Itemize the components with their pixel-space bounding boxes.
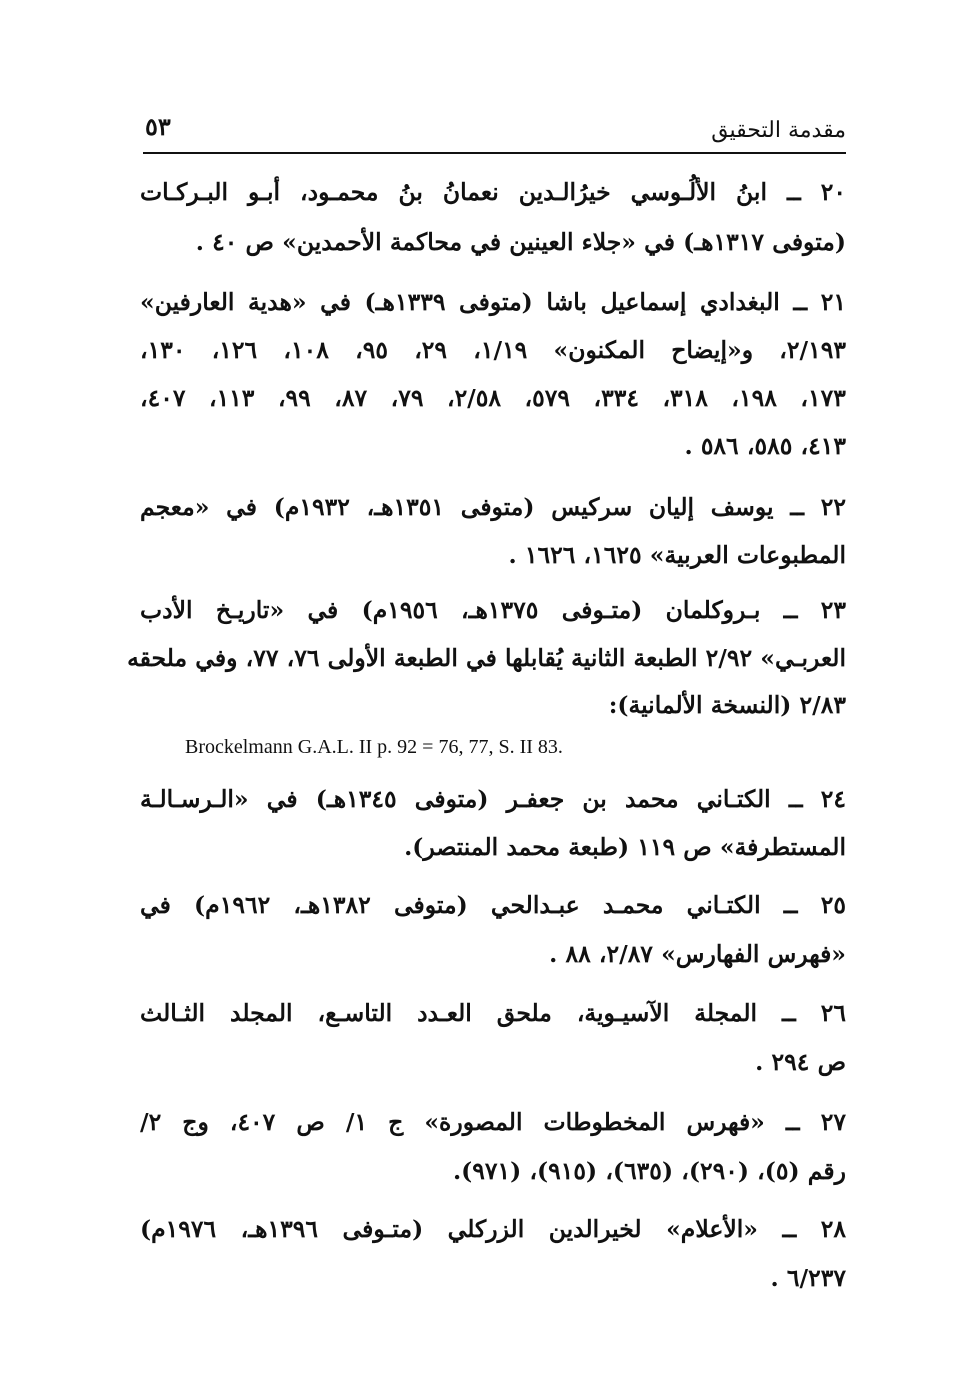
entry-20-line-1: ٢٠ ــ ابنُ الألُـوسي خيرُالـدين نعمانُ بنُ محمـود، أبـو البـركـات [140, 178, 846, 206]
entry-23-line-1: ٢٣ ــ بـروكلمان (متـوفى ١٣٧٥هـ، ١٩٥٦م) في «تاريـخ الأدب [140, 596, 846, 624]
page-header [143, 108, 846, 154]
entry-28-line-1: ٢٨ ــ «الأعلام» لخيرالدين الزركلي (متـوفى ١٣٩٦هـ، ١٩٧٦م) [140, 1215, 846, 1243]
entry-25-line-1: ٢٥ ــ الكتـاني محمـد عبـدالحي (متوفى ١٣٨٢هـ، ١٩٦٢م) في [140, 891, 847, 919]
entry-27-line-2: رقم (٥)، (٢٩٠)، (٦٣٥)، (٩١٥)، (٩٧١). [452, 1157, 846, 1185]
entry-23-line-2: العربـي» ٢/٩٢ الطبعة الثانية يُقابلها في الطبعة الأولى ٧٦، ٧٧، وفي ملحقه [127, 644, 846, 672]
entry-20-line-2: (متوفى ١٣١٧هـ) في «جلاء العينين في محاكمة الأحمدين» ص ٤٠ . [195, 228, 846, 256]
entry-24-line-2: المستطرفة» ص ١١٩ (طبعة محمد المنتصر). [404, 833, 846, 861]
entry-22-line-1: ٢٢ ــ يوسف إليان سركيس (متوفى ١٣٥١هـ، ١٩٣٢م) في «معجم [140, 493, 846, 521]
entry-25-line-2: «فهرس الفهارس» ٢/٨٧، ٨٨ . [549, 940, 846, 968]
entry-23-line-3: ٢/٨٣ (النسخة الألمانية): [608, 691, 846, 719]
entry-21-line-1: ٢١ ــ البغدادي إسماعيل باشا (متوفى ١٣٣٩هـ) في «هدية العارفين» [140, 288, 846, 316]
latin-reference: Brockelmann G.A.L. II p. 92 = 76, 77, S. II 83. [185, 736, 563, 758]
entry-21-line-4: ٤١٣، ٥٨٥، ٥٨٦ . [684, 432, 846, 460]
entry-27-line-1: ٢٧ ــ «فهرس المخطوطات المصورة» ج ١/ ص ٤٠٧، وج ٢/ [140, 1108, 846, 1136]
entry-21-line-2: ٢/١٩٣، و«إيضاح المكنون» ١/١٩، ٢٩، ٩٥، ١٠٨، ١٢٦، ١٣٠، [140, 336, 846, 364]
entry-28-line-2: ٦/٢٣٧ . [770, 1264, 846, 1292]
entry-21-line-3: ١٧٣، ١٩٨، ٣١٨، ٣٣٤، ٥٧٩، ٢/٥٨، ٧٩، ٨٧، ٩٩، ١١٣، ٤٠٧، [140, 384, 846, 412]
entry-22-line-2: المطبوعات العربية» ١٦٢٥، ١٦٢٦ . [508, 541, 846, 569]
page-number: ٥٣ [145, 112, 171, 141]
entry-26-line-1: ٢٦ ــ المجلة الآسيـوية، ملحق العـدد التاسـع، المجلد الثـالث [140, 999, 846, 1027]
entry-24-line-1: ٢٤ ــ الكتـاني محمد بن جعفـر (متوفى ١٣٤٥هـ) في «الـرسـالـة [140, 785, 846, 813]
running-title: مقدمة التحقيق [711, 118, 846, 143]
entry-26-line-2: ص ٢٩٤ . [755, 1048, 846, 1076]
